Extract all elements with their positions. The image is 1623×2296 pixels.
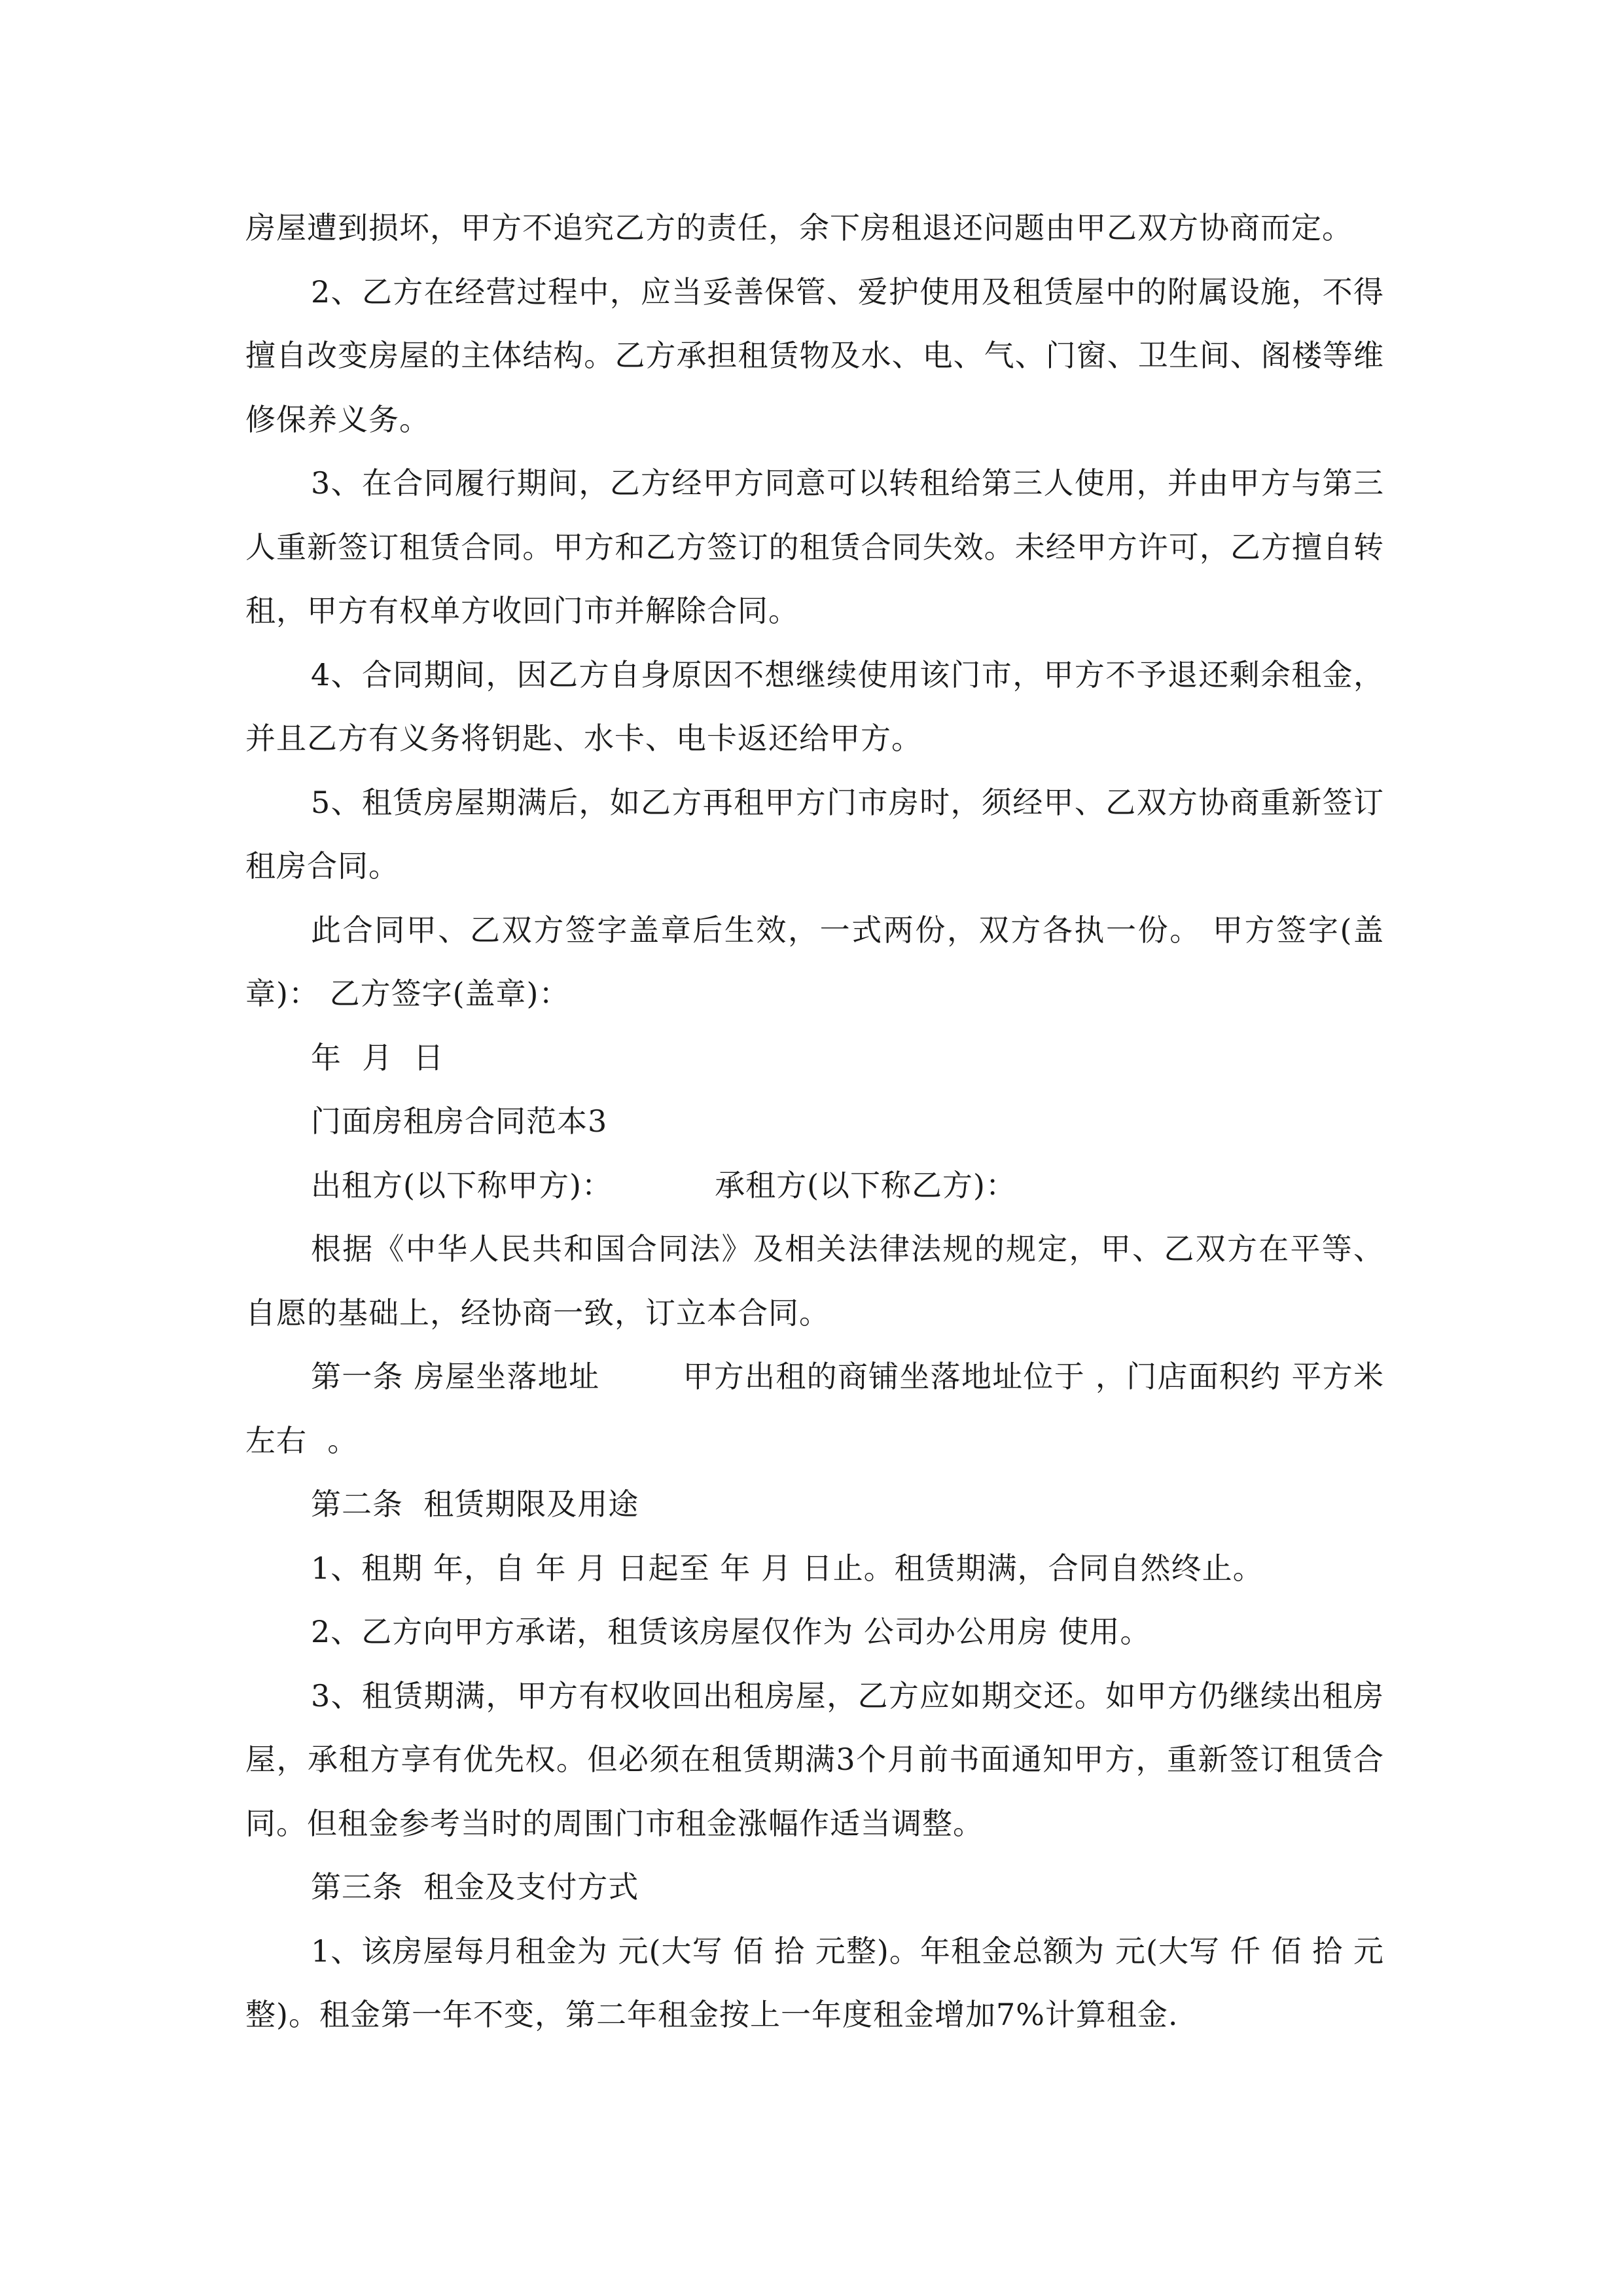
paragraph-parties: 出租方(以下称甲方)： 承租方(以下称乙方)：: [311, 1167, 1017, 1203]
contract-body: [245, 196, 1384, 2047]
paragraph-preamble: 根据《中华人民共和国合同法》及相关法律法规的规定，甲、乙双方在平等、自愿的基础上，经协商一致，订立本合同。: [245, 1231, 1384, 1331]
paragraph-article-2-item-2: 2、乙方向甲方承诺，租赁该房屋仅作为 公司办公用房 使用。: [311, 1614, 1151, 1649]
section-title: 门面房租房合同范本3: [311, 1103, 608, 1139]
paragraph-article-2-item-3: 3、租赁期满，甲方有权收回出租房屋，乙方应如期交还。如甲方仍继续出租房屋，承租方享有优先权。但必须在租赁期满3个月前书面通知甲方，重新签订租赁合同。但租金参考当时的周围门市租金涨幅作适当调整。: [245, 1677, 1384, 1841]
heading-article-3: 第三条 租金及支付方式: [311, 1869, 639, 1905]
paragraph-clause-2: 2、乙方在经营过程中，应当妥善保管、爱护使用及租赁屋中的附属设施，不得擅自改变房屋的主体结构。乙方承担租赁物及水、电、气、门窗、卫生间、阁楼等维修保养义务。: [245, 274, 1384, 437]
paragraph-damage-clause: 房屋遭到损坏，甲方不追究乙方的责任，余下房租退还问题由甲乙双方协商而定。: [245, 210, 1353, 245]
paragraph-clause-5: 5、租赁房屋期满后，如乙方再租甲方门市房时，须经甲、乙双方协商重新签订租房合同。: [245, 784, 1384, 884]
heading-article-2: 第二条 租赁期限及用途: [311, 1486, 639, 1522]
paragraph-article-2-item-1: 1、租期 年，自 年 月 日起至 年 月 日止。租赁期满，合同自然终止。: [311, 1550, 1264, 1586]
paragraph-date: 年 月 日: [311, 1039, 444, 1075]
paragraph-signature: 此合同甲、乙双方签字盖章后生效，一式两份，双方各执一份。 甲方签字(盖章)： 乙方签字(盖章)：: [245, 912, 1384, 1011]
paragraph-clause-3: 3、在合同履行期间，乙方经甲方同意可以转租给第三人使用，并由甲方与第三人重新签订租赁合同。甲方和乙方签订的租赁合同失效。未经甲方许可，乙方擅自转租，甲方有权单方收回门市并解除合同。: [245, 465, 1384, 628]
paragraph-clause-4: 4、合同期间，因乙方自身原因不想继续使用该门市，甲方不予退还剩余租金，并且乙方有义务将钥匙、水卡、电卡返还给甲方。: [245, 656, 1384, 756]
paragraph-article-3-item-1: 1、该房屋每月租金为 元(大写 佰 拾 元整)。年租金总额为 元(大写 仟 佰 拾 元整)。租金第一年不变，第二年租金按上一年度租金增加7%计算租金.: [245, 1933, 1384, 2032]
paragraph-article-1: 第一条 房屋坐落地址 甲方出租的商铺坐落地址位于 ，门店面积约 平方米左右 。: [245, 1359, 1384, 1458]
